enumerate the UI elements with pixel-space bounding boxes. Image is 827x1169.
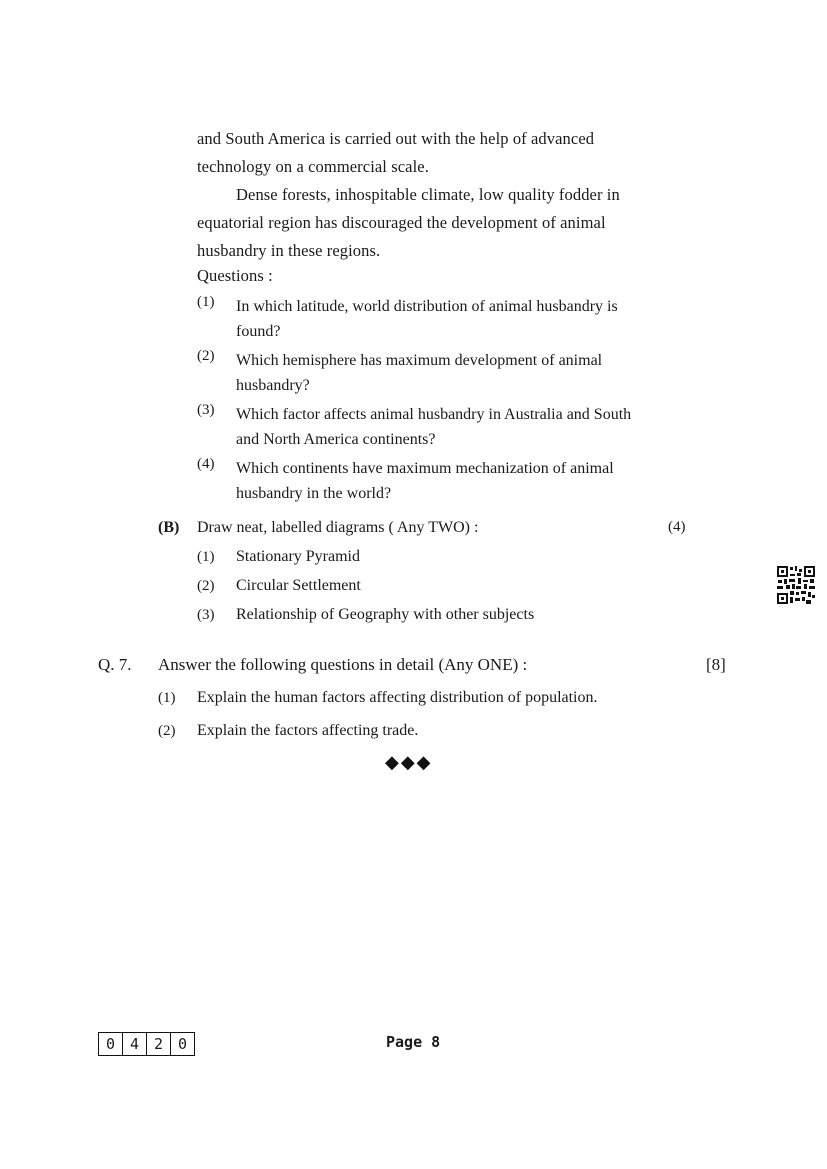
- question-item: [197, 348, 657, 398]
- question-item: [197, 456, 657, 506]
- q7-item-number: (2): [158, 723, 176, 739]
- question-number: (2): [197, 348, 215, 364]
- diagram-text: Circular Settlement: [236, 577, 361, 594]
- question-text: Which continents have maximum mechanization of animal husbandry in the world?: [236, 460, 614, 502]
- code-digit: 2: [147, 1033, 171, 1055]
- diagram-item: [197, 606, 534, 624]
- passage-line-3: Dense forests, inhospitable climate, low quality fodder in: [236, 185, 620, 204]
- question-text: In which latitude, world distribution of animal husbandry is found?: [236, 298, 618, 340]
- question-text: Which hemisphere has maximum development of animal husbandry?: [236, 352, 603, 394]
- paper-code-box: [98, 1032, 195, 1056]
- question-item: [197, 294, 657, 344]
- question-number: (3): [197, 402, 215, 418]
- code-digit: 0: [99, 1033, 123, 1055]
- q7-instruction: Answer the following questions in detail (Any ONE) :: [158, 655, 528, 674]
- q7-item-text: Explain the factors affecting trade.: [197, 722, 419, 739]
- q7-marks: [8]: [706, 655, 726, 674]
- diagram-number: (1): [197, 549, 215, 565]
- code-digit: 0: [177, 1035, 188, 1053]
- question-text: Which factor affects animal husbandry in Australia and South and North America continents?: [236, 406, 632, 448]
- question-number: (4): [197, 456, 215, 472]
- diagram-text: Relationship of Geography with other subjects: [236, 606, 535, 623]
- question-item: [197, 402, 657, 452]
- diagram-number: (3): [197, 607, 215, 623]
- page-number: Page 8: [386, 1033, 441, 1051]
- code-digit: 4: [123, 1033, 147, 1055]
- q7-item-number: (1): [158, 690, 176, 706]
- passage-line-1: and South America is carried out with the help of advanced: [197, 129, 595, 148]
- q7-item-text: Explain the human factors affecting distribution of population.: [197, 689, 598, 706]
- q7-label: Q. 7.: [98, 655, 132, 674]
- section-b-label: (B): [158, 519, 180, 536]
- section-b-marks: (4): [668, 519, 686, 535]
- passage-line-2: technology on a commercial scale.: [197, 157, 429, 176]
- q7-item: [158, 722, 418, 740]
- diagram-item: [197, 548, 360, 566]
- question-number: (1): [197, 294, 215, 310]
- q7-item: [158, 689, 598, 707]
- diagram-number: (2): [197, 578, 215, 594]
- qr-code-icon: [776, 565, 816, 605]
- end-of-paper-marker: ◆◆◆: [385, 752, 433, 773]
- section-b-instruction: Draw neat, labelled diagrams ( Any TWO) :: [197, 519, 479, 536]
- passage-line-4: equatorial region has discouraged the development of animal: [197, 213, 606, 232]
- diagram-item: [197, 577, 361, 595]
- passage-line-5: husbandry in these regions.: [197, 241, 381, 260]
- diagram-text: Stationary Pyramid: [236, 548, 360, 565]
- questions-label: Questions :: [197, 266, 273, 285]
